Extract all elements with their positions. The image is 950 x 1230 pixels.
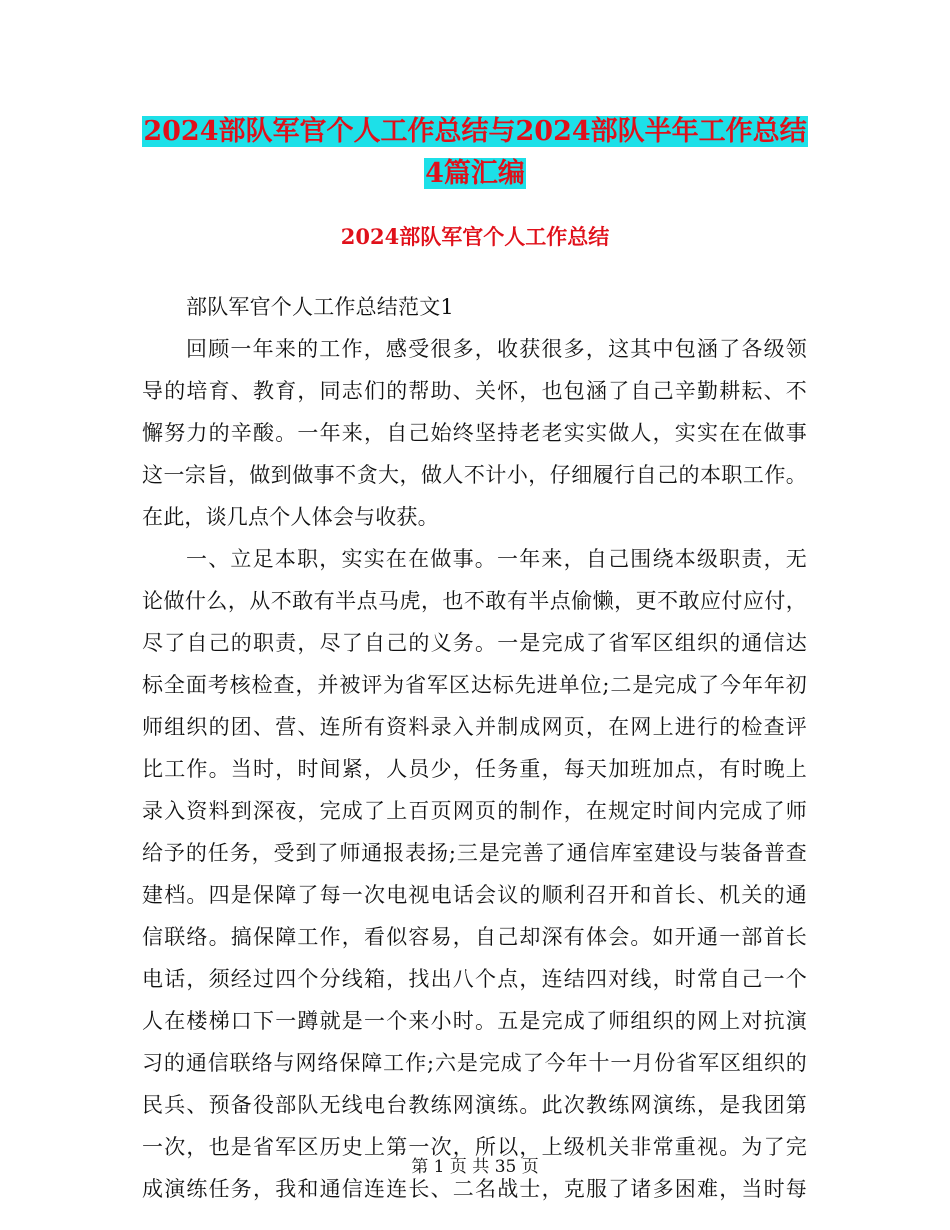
- body-line: 尽了自己的职责，尽了自己的义务。一是完成了省军区组织的通信达: [142, 631, 807, 655]
- body-line: 建档。四是保障了每一次电视电话会议的顺利召开和首长、机关的通: [142, 883, 807, 907]
- body-line: 成演练任务，我和通信连连长、二名战士，克服了诸多困难，当时每: [142, 1177, 807, 1201]
- body-line: 给予的任务，受到了师通报表扬;三是完善了通信库室建设与装备普查: [142, 841, 807, 865]
- body-line: 标全面考核检查，并被评为省军区达标先进单位;二是完成了今年年初: [142, 673, 807, 697]
- body-line: 回顾一年来的工作，感受很多，收获很多，这其中包涵了各级领: [186, 337, 807, 361]
- body-line: 人在楼梯口下一蹲就是一个来小时。五是完成了师组织的网上对抗演: [142, 1009, 807, 1033]
- body-line: 懈努力的辛酸。一年来，自己始终坚持老老实实做人，实实在在做事: [142, 421, 807, 445]
- body-line: 录入资料到深夜，完成了上百页网页的制作，在规定时间内完成了师: [142, 799, 807, 823]
- body-line: 这一宗旨，做到做事不贪大，做人不计小，仔细履行自己的本职工作。: [142, 463, 807, 487]
- body-line: 一、立足本职，实实在在做事。一年来，自己围绕本级职责，无: [186, 547, 807, 571]
- document-title-line-1: [0, 112, 950, 152]
- body-line: 电话，须经过四个分线箱，找出八个点，连结四对线，时常自己一个: [142, 967, 807, 991]
- section-title: 2024部队军官个人工作总结: [340, 224, 610, 249]
- body-line: 导的培育、教育，同志们的帮助、关怀，也包涵了自己辛勤耕耘、不: [142, 379, 807, 403]
- body-line: 师组织的团、营、连所有资料录入并制成网页，在网上进行的检查评: [142, 715, 807, 739]
- document-title-text-2: 4篇汇编: [425, 158, 525, 189]
- document-title-line-2: [0, 154, 950, 194]
- body-line: 信联络。搞保障工作，看似容易，自己却深有体会。如开通一部首长: [142, 925, 807, 949]
- body-line: 部队军官个人工作总结范文1: [186, 295, 454, 319]
- body-line: 在此，谈几点个人体会与收获。: [142, 505, 439, 529]
- body-line: 比工作。当时，时间紧，人员少，任务重，每天加班加点，有时晚上: [142, 757, 807, 781]
- body-line: 论做什么，从不敢有半点马虎，也不敢有半点偷懒，更不敢应付应付，: [142, 589, 807, 613]
- document-title-text-1: 2024部队军官个人工作总结与2024部队半年工作总结: [143, 116, 807, 147]
- body-line: 一次，也是省军区历史上第一次，所以，上级机关非常重视。为了完: [142, 1135, 807, 1159]
- body-line: 民兵、预备役部队无线电台教练网演练。此次教练网演练，是我团第: [142, 1093, 807, 1117]
- page-footer: 第 1 页 共 35 页: [411, 1157, 539, 1177]
- body-line: 习的通信联络与网络保障工作;六是完成了今年十一月份省军区组织的: [142, 1051, 807, 1075]
